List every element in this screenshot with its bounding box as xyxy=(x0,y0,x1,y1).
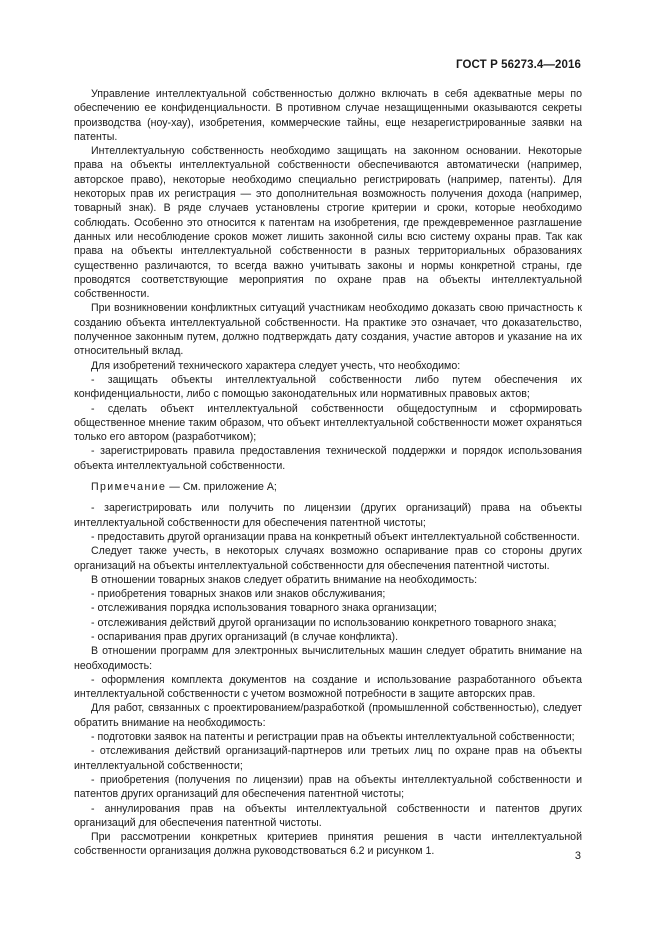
list-item: - подготовки заявок на патенты и регистрации прав на объекты интеллектуальной собственности; xyxy=(91,731,575,744)
paragraph: Для работ, связанных с проектированием/разработкой (промышленной собственностью), следует обратить внимание на необходимость: xyxy=(74,702,582,729)
document-body xyxy=(74,87,582,859)
paragraph: В отношении товарных знаков следует обратить внимание на необходимость: xyxy=(91,573,478,586)
list-item: - зарегистрировать или получить по лицензии (других организаций) права на объекты интеллектуальной собственности для обеспечения патентной чистоты; xyxy=(74,502,582,529)
list-item: - приобретения товарных знаков или знаков обслуживания; xyxy=(91,588,386,601)
paragraph: При возникновении конфликтных ситуаций участникам необходимо доказать свою причастность к созданию объекта интеллектуальной собственности. На практике это означает, что доказательство, полученное законным путем, должно подтверждать дату создания, участие авторов и указание на их относительный вклад. xyxy=(74,302,582,358)
list-item: - отслеживания действий организаций-партнеров или третьих лиц по охране прав на объекты интеллектуальной собственности; xyxy=(74,745,582,772)
paragraph: В отношении программ для электронных вычислительных машин следует обратить внимание на необходимость: xyxy=(74,645,582,672)
list-item: - аннулирования прав на объекты интеллектуальной собственности и патентов других организаций для обеспечения патентной чистоты. xyxy=(74,802,582,829)
list-item: - защищать объекты интеллектуальной собственности либо путем обеспечения их конфиденциальности, либо с помощью законодательных или нормативных правовых актов; xyxy=(74,373,582,401)
list-item: - зарегистрировать правила предоставления технической поддержки и порядок использования объекта интеллектуальной собственности. xyxy=(74,445,582,472)
list-item: - оспаривания прав других организаций (в случае конфликта). xyxy=(91,630,399,643)
list-item: - оформления комплекта документов на создание и использование разработанного объекта интеллектуальной собственности с учетом возможной потребности в защите авторских прав. xyxy=(74,673,582,701)
paragraph: Для изобретений технического характера следует учесть, что необходимо: xyxy=(91,359,461,372)
document-id: ГОСТ Р 56273.4—2016 xyxy=(456,59,581,71)
paragraph: Следует также учесть, в некоторых случаях возможно оспаривание прав со стороны других организаций на объекты интеллектуальной собственности для обеспечения патентной чистоты. xyxy=(74,545,582,572)
note-dash: — xyxy=(169,481,180,494)
note-label: Примечание xyxy=(91,481,167,494)
paragraph: Управление интеллектуальной собственностью должно включать в себя адекватные меры по обеспечению ее конфиденциальности. В противном случае незащищенными оказываются секреты производства (ноу-хау), изобретения, коммерческие тайны, еще незарегистрированные заявки на патенты. xyxy=(74,88,582,143)
paragraph: При рассмотрении конкретных критериев принятия решения в части интеллектуальной собственности организация должна руководствоваться 6.2 и рисунком 1. xyxy=(74,831,582,858)
list-item: - приобретения (получения по лицензии) прав на объекты интеллектуальной собственности и патентов других организаций для обеспечения патентной чистоты; xyxy=(74,773,582,801)
list-item: - предоставить другой организации права на конкретный объект интеллектуальной собственности. xyxy=(91,530,580,543)
list-item: - отслеживания порядка использования товарного знака организации; xyxy=(91,602,437,615)
note-text: См. приложение А; xyxy=(182,481,277,494)
page-number: 3 xyxy=(574,850,581,862)
list-item: - отслеживания действий другой организации по использованию конкретного товарного знака; xyxy=(91,616,557,629)
paragraph: Интеллектуальную собственность необходимо защищать на законном основании. Некоторые права на объекты интеллектуальной собственности обеспечиваются автоматически (например, авторское право), некоторые необходимо специально регистрировать (например, патенты). Для некоторых прав их регистрация — это дополнительная возможность получения дохода (например, товарный знак). В ряде случаев установлены строгие критерии и сроки, которые необходимо соблюдать. Особенно это относится к патентам на изобретения, где преждевременное разглашение данных или несоблюдение сроков может лишить законной силы всю систему охраны прав. Так как права на объекты интеллектуальной собственности в разных территориальных образованиях существенно различаются, то всегда важно учитывать законы и нормы конкретной страны, где проводятся соответствующие мероприятия по охране прав на объекты интеллектуальной собственности. xyxy=(74,145,582,301)
list-item: - сделать объект интеллектуальной собственности общедоступным и сформировать общественное мнение таким образом, что объект интеллектуальной собственности может охраняться только его автором (разработчиком); xyxy=(74,402,582,444)
note xyxy=(74,480,582,494)
